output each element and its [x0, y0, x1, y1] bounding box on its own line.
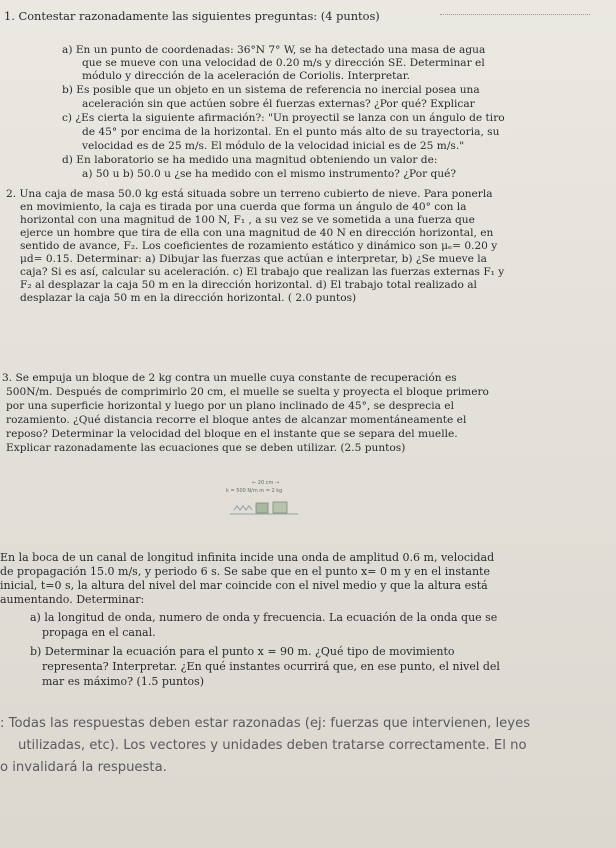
- q3-line-1: 3. Se empuja un bloque de 2 kg contra un muelle cuya constante de recuperación es: [2, 372, 457, 384]
- q2-line-6: μd= 0.15. Determinar: a) Dibujar las fuerzas que actúan e interpretar, b) ¿Se mueve la: [20, 253, 487, 265]
- q1-c-line-3: velocidad es de 25 m/s. El módulo de la velocidad inicial es de 25 m/s.": [82, 140, 465, 152]
- q4-line-3: inicial, t=0 s, la altura del nivel del mar coincide con el nivel medio y que la altura está: [0, 579, 488, 592]
- q4-b-line-1: b) Determinar la ecuación para el punto x = 90 m. ¿Qué tipo de movimiento: [30, 645, 455, 658]
- q3-line-3: por una superficie horizontal y luego por un plano inclinado de 45°, se desprecia el: [6, 400, 454, 412]
- q4-b-line-2: representa? Interpretar. ¿En qué instantes ocurrirá que, en ese punto, el nivel del: [42, 660, 500, 673]
- diagram-constants-label: k = 500 N/m m = 2 kg: [226, 488, 283, 494]
- top-dotted-line: [440, 14, 590, 15]
- spring-block-drawing: [228, 500, 308, 530]
- q1-b-line-2: aceleración sin que actúen sobre él fuerzas externas? ¿Por qué? Explicar: [82, 98, 475, 110]
- note-line-1: : Todas las respuestas deben estar razonadas (ej: fuerzas que intervienen, leyes: [0, 716, 531, 731]
- q2-line-8: F₂ al desplazar la caja 50 m en la dirección horizontal. d) El trabajo total realizado al: [20, 279, 477, 291]
- q4-line-2: de propagación 15.0 m/s, y periodo 6 s. Se sabe que en el punto x= 0 m y en el instante: [0, 565, 490, 578]
- q1-c-line-2: de 45° por encima de la horizontal. En el punto más alto de su trayectoria, su: [82, 126, 500, 138]
- diagram-compression-label: ← 20 cm →: [252, 480, 280, 486]
- q4-a-line-1: a) la longitud de onda, numero de onda y frecuencia. La ecuación de la onda que se: [30, 611, 498, 624]
- q3-line-2: 500N/m. Después de comprimirlo 20 cm, el muelle se suelta y proyecta el bloque primero: [6, 386, 489, 398]
- q3-line-4: rozamiento. ¿Qué distancia recorre el bloque antes de alcanzar momentáneamente el: [6, 414, 467, 426]
- q3-line-6: Explicar razonadamente las ecuaciones que se deben utilizar. (2.5 puntos): [6, 442, 406, 454]
- q2-line-1: 2. Una caja de masa 50.0 kg está situada sobre un terreno cubierto de nieve. Para ponerla: [6, 188, 493, 200]
- spring-diagram: [222, 480, 302, 530]
- q2-line-5: sentido de avance, F₂. Los coeficientes de rozamiento estático y dinámico son μₑ= 0.20 y: [20, 240, 498, 252]
- q4-a-line-2: propaga en el canal.: [42, 626, 156, 639]
- q2-line-7: caja? Si es así, calcular su aceleración. c) El trabajo que realizan las fuerzas externas F₁ y: [20, 266, 505, 278]
- q2-line-3: horizontal con una magnitud de 100 N, F₁ , a su vez se ve sometida a una fuerza que: [20, 214, 475, 226]
- q1-d-line-2: a) 50 u b) 50.0 u ¿se ha medido con el mismo instrumento? ¿Por qué?: [82, 168, 457, 180]
- q1-a-line-1: a) En un punto de coordenadas: 36°N 7° W, se ha detectado una masa de agua: [62, 44, 486, 56]
- q4-b-line-3: mar es máximo? (1.5 puntos): [42, 675, 205, 688]
- q4-line-1: En la boca de un canal de longitud infinita incide una onda de amplitud 0.6 m, velocidad: [0, 551, 495, 564]
- q2-line-9: desplazar la caja 50 m en la dirección horizontal. ( 2.0 puntos): [20, 292, 357, 304]
- q4-line-4: aumentando. Determinar:: [0, 593, 145, 606]
- note-line-3: o invalidará la respuesta.: [0, 760, 167, 775]
- q2-line-4: ejerce un hombre que tira de ella con una magnitud de 40 N en dirección horizontal, en: [20, 227, 494, 239]
- q1-a-line-2: que se mueve con una velocidad de 0.20 m/s y dirección SE. Determinar el: [82, 57, 485, 69]
- q2-line-2: en movimiento, la caja es tirada por una cuerda que forma un ángulo de 40° con la: [20, 201, 467, 213]
- q3-line-5: reposo? Determinar la velocidad del bloque en el instante que se separa del muelle.: [6, 428, 458, 440]
- q1-d-line-1: d) En laboratorio se ha medido una magnitud obteniendo un valor de:: [62, 154, 438, 166]
- q1-c-line-1: c) ¿Es cierta la siguiente afirmación?: "Un proyectil se lanza con un ángulo de tiro: [62, 112, 505, 124]
- q1-b-line-1: b) Es posible que un objeto en un sistema de referencia no inercial posea una: [62, 84, 480, 96]
- q1-a-line-3: módulo y dirección de la aceleración de Coriolis. Interpretar.: [82, 70, 411, 82]
- question-1-title: 1. Contestar razonadamente las siguientes preguntas: (4 puntos): [4, 9, 380, 23]
- note-line-2: utilizadas, etc). Los vectores y unidades deben tratarse correctamente. El no: [18, 738, 527, 753]
